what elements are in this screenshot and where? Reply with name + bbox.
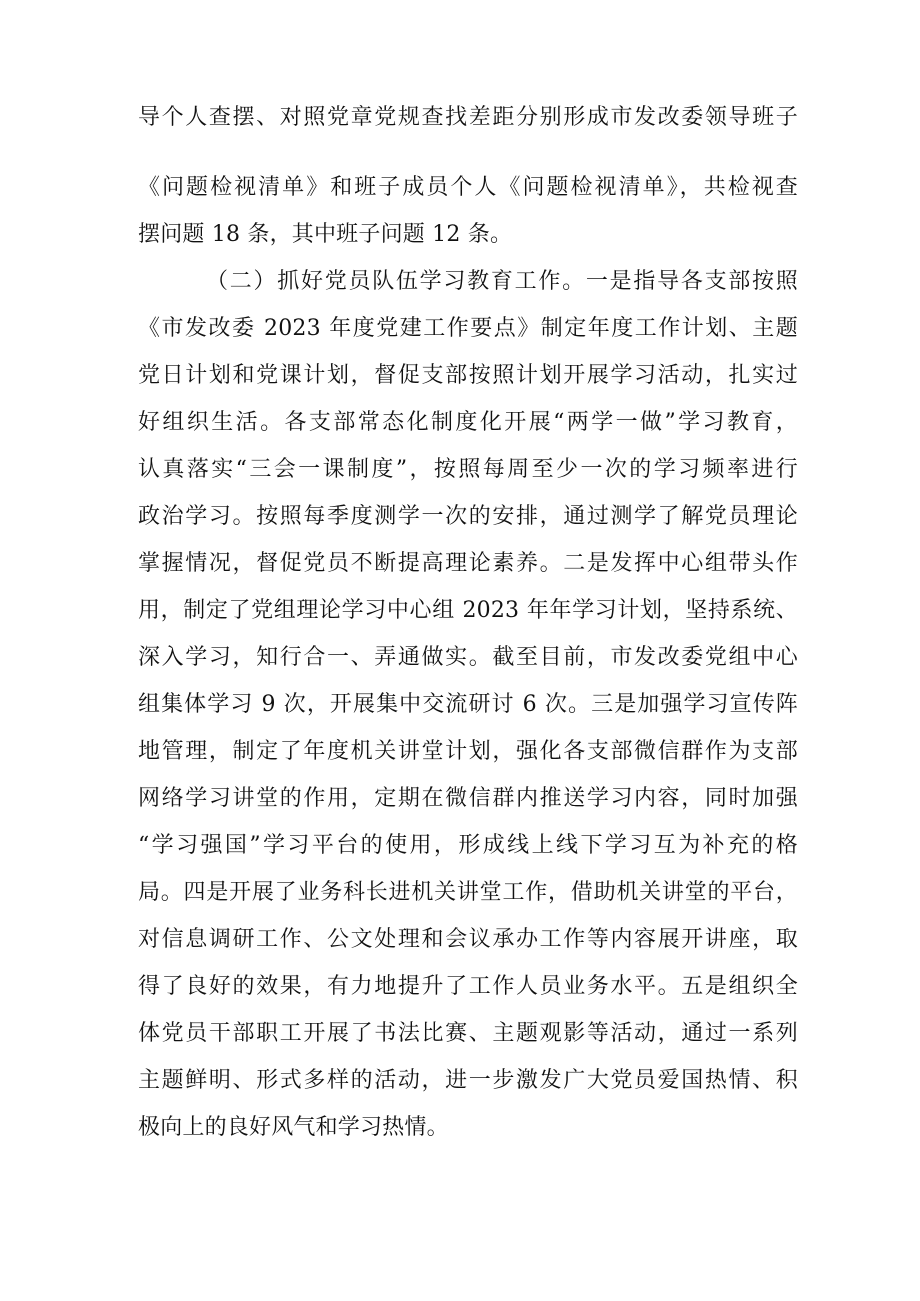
- text-line: 党日计划和党课计划，督促支部按照计划开展学习活动，扎实过: [138, 363, 798, 388]
- text-line: 地管理，制定了年度机关讲堂计划，强化各支部微信群作为支部: [138, 739, 798, 764]
- text-line: 对信息调研工作、公文处理和会议承办工作等内容展开讲座，取: [138, 927, 798, 952]
- text-line: 认真落实“三会一课制度”，按照每周至少一次的学习频率进行: [138, 457, 798, 482]
- text-line: 政治学习。按照每季度测学一次的安排，通过测学了解党员理论: [138, 504, 798, 529]
- text-line: 导个人查摆、对照党章党规查找差距分别形成市发改委领导班子: [138, 105, 798, 130]
- text-line: 极向上的良好风气和学习热情。: [138, 1115, 449, 1140]
- text-line: “学习强国”学习平台的使用，形成线上线下学习互为补充的格: [138, 833, 798, 858]
- text-line: 深入学习，知行合一、弄通做实。截至目前，市发改委党组中心: [138, 645, 798, 670]
- paragraph-first-line: （二）抓好党员队伍学习教育工作。一是指导各支部按照: [206, 269, 798, 294]
- text-line: 网络学习讲堂的作用，定期在微信群内推送学习内容，同时加强: [138, 786, 798, 811]
- text-line: 好组织生活。各支部常态化制度化开展“两学一做”学习教育，: [138, 410, 798, 435]
- text-line: 用，制定了党组理论学习中心组 2023 年年学习计划，坚持系统、: [138, 598, 798, 623]
- text-line: 《问题检视清单》和班子成员个人《问题检视清单》，共检视查: [138, 175, 798, 200]
- text-line: 主题鲜明、形式多样的活动，进一步激发广大党员爱国热情、积: [138, 1068, 798, 1093]
- text-line: 《市发改委 2023 年度党建工作要点》制定年度工作计划、主题: [138, 316, 798, 341]
- text-line: 摆问题 18 条，其中班子问题 12 条。: [138, 222, 513, 247]
- text-line: 掌握情况，督促党员不断提高理论素养。二是发挥中心组带头作: [138, 551, 798, 576]
- text-line: 体党员干部职工开展了书法比赛、主题观影等活动，通过一系列: [138, 1021, 798, 1046]
- text-line: 得了良好的效果，有力地提升了工作人员业务水平。五是组织全: [138, 974, 798, 999]
- text-line: 局。四是开展了业务科长进机关讲堂工作，借助机关讲堂的平台，: [138, 880, 798, 905]
- text-line: 组集体学习 9 次，开展集中交流研讨 6 次。三是加强学习宣传阵: [138, 692, 798, 717]
